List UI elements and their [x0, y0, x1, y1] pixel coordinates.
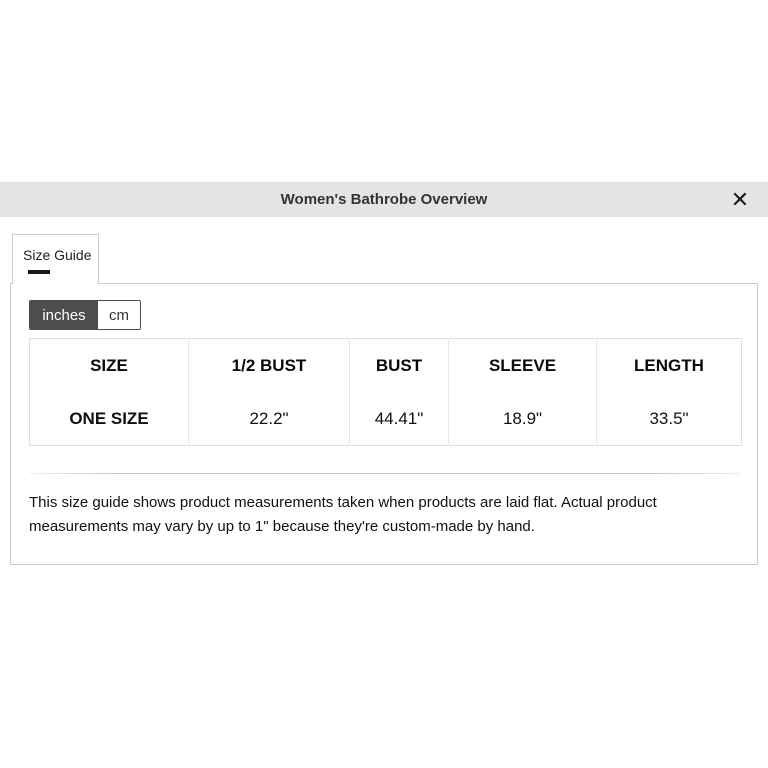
column-header-length: LENGTH [597, 339, 742, 393]
close-icon: ✕ [730, 186, 750, 212]
cell-half-bust: 22.2" [189, 393, 350, 446]
column-header-sleeve: SLEEVE [449, 339, 597, 393]
cell-length: 33.5" [597, 393, 742, 446]
cell-size: ONE SIZE [69, 408, 149, 428]
column-header-half-bust: 1/2 BUST [189, 339, 350, 393]
modal-header-bar [0, 182, 768, 217]
column-header-size: SIZE [90, 355, 128, 375]
unit-toggle [29, 300, 141, 330]
unit-option-cm[interactable]: cm [98, 301, 140, 329]
size-table [29, 338, 742, 446]
tab-active-indicator [28, 270, 50, 274]
measurement-note: This size guide shows product measurements taken when products are laid flat. Actual product measurements may vary by up to 1" because they're custom-made by hand. [29, 494, 657, 535]
cell-sleeve: 18.9" [449, 393, 597, 446]
column-header-bust: BUST [350, 339, 449, 393]
size-guide-panel [10, 283, 758, 565]
unit-option-inches[interactable]: inches [30, 301, 98, 329]
tab-size-guide[interactable] [12, 234, 99, 284]
modal-title: Women's Bathrobe Overview [280, 191, 488, 208]
table-header-row [30, 339, 742, 393]
close-button[interactable] [722, 182, 758, 217]
table-row [30, 393, 742, 446]
divider [29, 473, 741, 474]
cell-bust: 44.41" [350, 393, 449, 446]
tab-size-guide-label: Size Guide [23, 247, 92, 263]
